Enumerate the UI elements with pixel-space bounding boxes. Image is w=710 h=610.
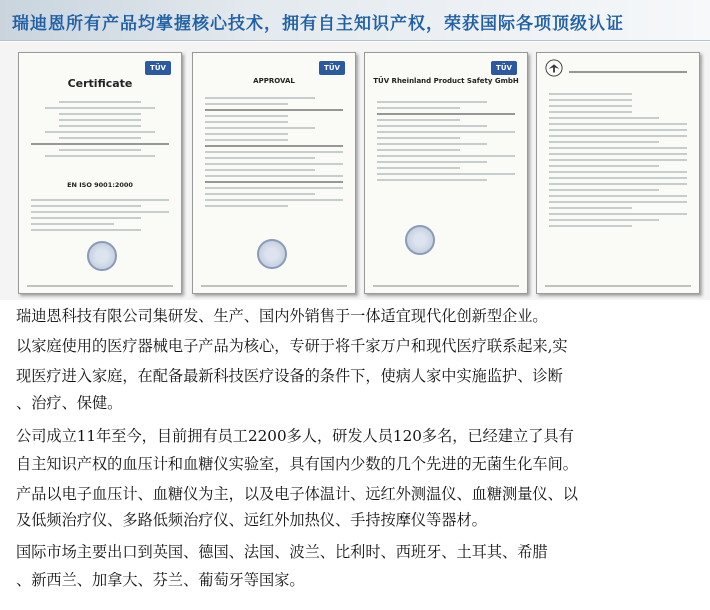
seal-icon [87, 241, 117, 271]
certificate-title: Certificate [67, 77, 133, 90]
paragraph-2-line-3: 产品以电子血压计、血糖仪为主，以及电子体温计、远红外测温仪、血糖测量仪、以 [16, 485, 578, 503]
tuv-logo-icon: TÜV [491, 61, 517, 75]
certificate-gallery [0, 42, 710, 300]
certificate-tuv-rheinland [364, 52, 528, 294]
certificate-body [549, 89, 687, 231]
banner-title: 瑞迪恩所有产品均掌握核心技术，拥有自主知识产权，荣获国际各项顶级认证 [12, 14, 624, 34]
iso-standard-label: EN ISO 9001:2000 [67, 181, 133, 189]
certificate-fda-letter [536, 52, 700, 294]
seal-icon [405, 225, 435, 255]
certificate-title: TÜV Rheinland Product Safety GmbH [373, 77, 519, 85]
fda-eagle-icon [545, 59, 563, 77]
certificate-approval [192, 52, 356, 294]
tuv-logo-icon: TÜV [145, 61, 171, 75]
paragraph-2-line-4: 及低频治疗仪、多路低频治疗仪、远红外加热仪、手持按摩仪等器材。 [16, 511, 487, 529]
paragraph-3-line-2: 、新西兰、加拿大、芬兰、葡萄牙等国家。 [16, 571, 305, 589]
certificate-body [31, 97, 169, 161]
seal-icon [257, 239, 287, 269]
paragraph-3-line-1: 国际市场主要出口到英国、德国、法国、波兰、比利时、西班牙、土耳其、希腊 [16, 543, 548, 561]
paragraph-2-line-2: 自主知识产权的血压计和血糖仪实验室，具有国内少数的几个先进的无菌生化车间。 [16, 455, 578, 473]
paragraph-2-line-1: 公司成立11年至今，目前拥有员工2200多人，研发人员120多名，已经建立了具有 [16, 427, 574, 445]
tuv-logo-icon: TÜV [319, 61, 345, 75]
paragraph-1-line-3: 现医疗进入家庭，在配备最新科技医疗设备的条件下，使病人家中实施监护、诊断 [16, 367, 563, 385]
certificate-title: APPROVAL [253, 77, 295, 85]
header-banner [0, 0, 710, 41]
paragraph-1-line-4: 、治疗、保健。 [16, 394, 123, 412]
paragraph-1-line-2: 以家庭使用的医疗器械电子产品为核心，专研于将千家万户和现代医疗联系起来,实 [16, 337, 568, 355]
paragraph-1-line-1: 瑞迪恩科技有限公司集研发、生产、国内外销售于一体适宜现代化创新型企业。 [16, 307, 548, 325]
certificate-body [205, 93, 343, 211]
certificate-body [377, 97, 515, 185]
certificate-iso9001 [18, 52, 182, 294]
